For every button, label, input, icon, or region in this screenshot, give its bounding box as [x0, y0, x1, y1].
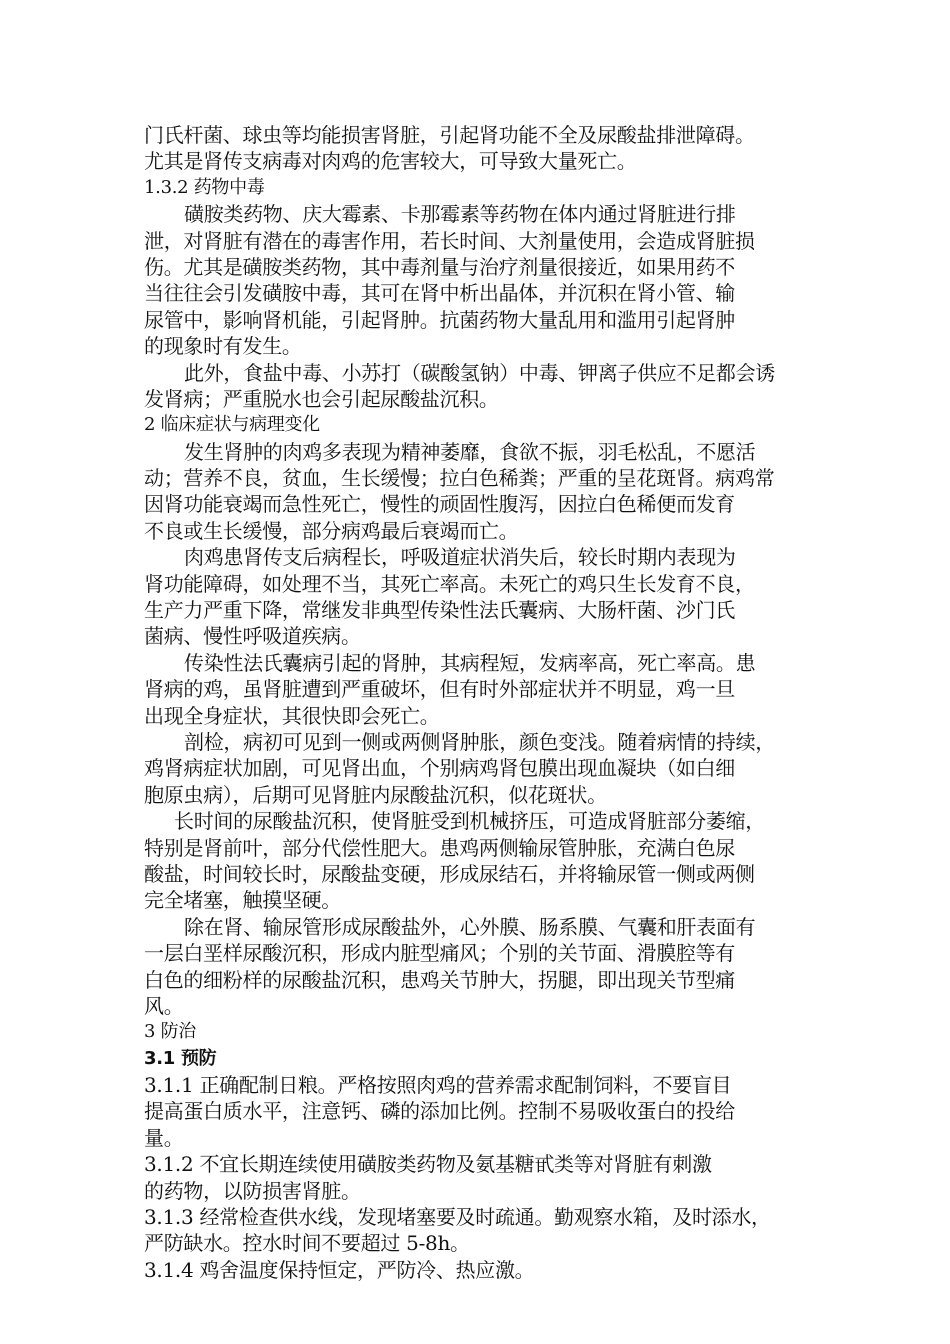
text-line: 风。	[144, 993, 184, 1018]
text-line: 发肾病；严重脱水也会引起尿酸盐沉积。	[144, 386, 499, 411]
section-heading: 1.3.2 药物中毒	[144, 176, 265, 198]
text-line: 白色的细粉样的尿酸盐沉积，患鸡关节肿大，拐腿，即出现关节型痛	[144, 967, 735, 992]
text-line: 肾功能障碍，如处理不当，其死亡率高。未死亡的鸡只生长发育不良，	[144, 571, 755, 596]
text-line: 尿管中，影响肾机能，引起肾肿。抗菌药物大量乱用和滥用引起肾肿	[144, 307, 735, 332]
text-line: 一层白垩样尿酸沉积，形成内脏型痛风；个别的关节面、滑膜腔等有	[144, 941, 735, 966]
text-line: 发生肾肿的肉鸡多表现为精神萎靡，食欲不振，羽毛松乱，不愿活	[184, 439, 756, 464]
text-line: 除在肾、输尿管形成尿酸盐外，心外膜、肠系膜、气囊和肝表面有	[184, 914, 756, 939]
text-line: 酸盐，时间较长时，尿酸盐变硬，形成尿结石，并将输尿管一侧或两侧	[144, 861, 755, 886]
section-heading: 3 防治	[144, 1021, 196, 1043]
text-line: 菌病、慢性呼吸道疾病。	[144, 624, 361, 649]
text-line: 提高蛋白质水平，注意钙、磷的添加比例。控制不易吸收蛋白的投给	[144, 1099, 735, 1124]
text-line: 磺胺类药物、庆大霉素、卡那霉素等药物在体内通过肾脏进行排	[184, 202, 736, 227]
text-line: 泄，对肾脏有潜在的毒害作用，若长时间、大剂量使用，会造成肾脏损	[144, 228, 755, 253]
text-line: 因肾功能衰竭而急性死亡，慢性的顽固性腹泻，因拉白色稀便而发育	[144, 492, 735, 517]
text-line: 的药物，以防损害肾脏。	[144, 1178, 361, 1203]
text-line: 尤其是肾传支病毒对肉鸡的危害较大，可导致大量死亡。	[144, 149, 637, 174]
subsection-heading: 3.1 预防	[144, 1047, 217, 1069]
text-line: 传染性法氏囊病引起的肾肿，其病程短，发病率高，死亡率高。患	[184, 650, 756, 675]
document-body	[144, 122, 820, 1283]
text-line: 肾病的鸡，虽肾脏遭到严重破坏，但有时外部症状并不明显，鸡一旦	[144, 677, 735, 702]
text-line: 长时间的尿酸盐沉积，使肾脏受到机械挤压，可造成肾脏部分萎缩，	[174, 809, 765, 834]
text-line: 伤。尤其是磺胺类药物，其中毒剂量与治疗剂量很接近，如果用药不	[144, 254, 735, 279]
text-line: 3.1.2 不宜长期连续使用磺胺类药物及氨基糖甙类等对肾脏有刺激	[144, 1152, 712, 1177]
section-heading: 2 临床症状与病理变化	[144, 414, 320, 436]
text-line: 的现象时有发生。	[144, 334, 302, 359]
text-line: 严防缺水。控水时间不要超过 5-8h。	[144, 1231, 470, 1256]
text-line: 不良或生长缓慢，部分病鸡最后衰竭而亡。	[144, 518, 519, 543]
text-line: 3.1.4 鸡舍温度保持恒定，严防冷、热应激。	[144, 1257, 535, 1282]
text-line: 此外，食盐中毒、小苏打（碳酸氢钠）中毒、钾离子供应不足都会诱	[184, 360, 775, 385]
text-line: 胞原虫病），后期可见肾脏内尿酸盐沉积，似花斑状。	[144, 782, 607, 807]
text-line: 生产力严重下降，常继发非典型传染性法氏囊病、大肠杆菌、沙门氏	[144, 598, 735, 623]
text-line: 出现全身症状，其很快即会死亡。	[144, 703, 440, 728]
text-line: 门氏杆菌、球虫等均能损害肾脏，引起肾功能不全及尿酸盐排泄障碍。	[144, 123, 755, 147]
text-line: 3.1.1 正确配制日粮。严格按照肉鸡的营养需求配制饲料，不要盲目	[144, 1073, 732, 1098]
text-line: 肉鸡患肾传支后病程长，呼吸道症状消失后，较长时期内表现为	[184, 545, 736, 570]
text-line: 动；营养不良，贫血，生长缓慢；拉白色稀粪；严重的呈花斑肾。病鸡常	[144, 466, 775, 491]
text-line: 当往往会引发磺胺中毒，其可在肾中析出晶体，并沉积在肾小管、输	[144, 281, 735, 306]
text-line: 量。	[144, 1125, 184, 1150]
text-line: 3.1.3 经常检查供水线，发现堵塞要及时疏通。勤观察水箱，及时添水，	[144, 1205, 771, 1230]
text-line: 完全堵塞，触摸坚硬。	[144, 888, 341, 913]
text-line: 剖检，病初可见到一侧或两侧肾肿胀，颜色变浅。随着病情的持续，	[184, 729, 775, 754]
text-line: 鸡肾病症状加剧，可见肾出血，个别病鸡肾包膜出现血凝块（如白细	[144, 756, 735, 781]
text-line: 特别是肾前叶，部分代偿性肥大。患鸡两侧输尿管肿胀，充满白色尿	[144, 835, 735, 860]
